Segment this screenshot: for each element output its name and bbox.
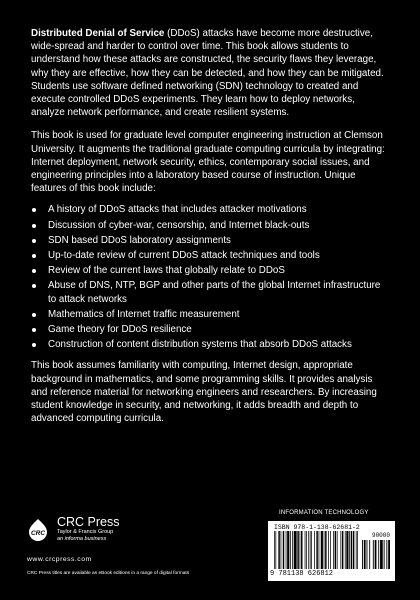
barcode-bars-icon xyxy=(274,531,358,569)
intro-paragraph xyxy=(31,27,391,119)
bullet-icon xyxy=(32,224,36,228)
bullet-icon xyxy=(32,208,36,212)
crc-logo-text: CRC xyxy=(30,530,46,537)
intro-lead: Distributed Denial of Service xyxy=(31,28,165,39)
closing-paragraph: This book assumes familiarity with computing, Internet design, appropriate background in mathematics, and some programming skills. It provides analysis and reference material for networking engineers and researchers. By increasing student knowledge in security, and networking, it adds breadth and depth to advanced computing curricula. xyxy=(31,360,377,425)
bullet-icon xyxy=(32,239,36,243)
bullet-icon xyxy=(32,343,36,347)
bullet-icon xyxy=(32,313,36,317)
isbn-text: ISBN 978-1-138-62681-2 xyxy=(274,524,360,531)
feature-item: Discussion of cyber-war, censorship, and Internet black-outs xyxy=(31,219,391,232)
subject-category: INFORMATION TECHNOLOGY xyxy=(279,510,369,516)
feature-item: Mathematics of Internet traffic measurement xyxy=(31,308,391,321)
publisher-footnote: CRC Press titles are available as eBook editions in a range of digital formats xyxy=(27,571,190,576)
feature-item: Up-to-date review of current DDoS attack techniques and tools xyxy=(31,249,391,262)
features-list xyxy=(31,203,391,351)
crc-logo-icon xyxy=(27,518,49,542)
isbn-barcode xyxy=(268,521,395,581)
publisher-text xyxy=(57,516,120,543)
usage-paragraph: This book is used for graduate level computer engineering instruction at Clemson University. It augments the traditional graduate computing curricula by integrating: Internet deployment, network security, ethics, contemporary social issues, and engineering principles into a laboratory based course of instruction. Unique features of this book include: xyxy=(31,130,385,195)
publisher-url: www.crcpress.com xyxy=(27,556,92,563)
feature-item: A history of DDoS attacks that includes attacker motivations xyxy=(31,203,391,216)
publisher-tagline: an informa business xyxy=(57,536,107,542)
feature-item: Game theory for DDoS resilience xyxy=(31,323,391,336)
publisher-name: CRC Press xyxy=(57,515,120,529)
publisher-group: Taylor & Francis Group xyxy=(57,529,114,535)
barcode-addon-icon xyxy=(362,540,390,569)
bullet-icon xyxy=(32,284,36,288)
back-cover-text xyxy=(31,27,391,425)
price-code: 90000 xyxy=(371,532,390,539)
bullet-icon xyxy=(32,328,36,332)
feature-item: Construction of content distribution systems that absorb DDoS attacks xyxy=(31,338,391,351)
bullet-icon xyxy=(32,269,36,273)
feature-item: SDN based DDoS laboratory assignments xyxy=(31,234,391,247)
barcode-number: 9 781138 626812 xyxy=(270,570,334,578)
intro-text: (DDoS) attacks have become more destructive, wide-spread and harder to control over time. This book allows students to understand how these attacks are constructed, the security flaws they leverage, why they are effective, how they can be detected, and how they can be mitigated. Students use software defined networking (SDN) technology to created and execute controlled DDoS experiments. They learn how to deploy networks, analyze network performance, and create resilient systems. xyxy=(31,28,384,119)
feature-item: Abuse of DNS, NTP, BGP and other parts of the global Internet infrastructure to attack networks xyxy=(31,279,391,305)
feature-item: Review of the current laws that globally relate to DDoS xyxy=(31,264,391,277)
bullet-icon xyxy=(32,254,36,258)
